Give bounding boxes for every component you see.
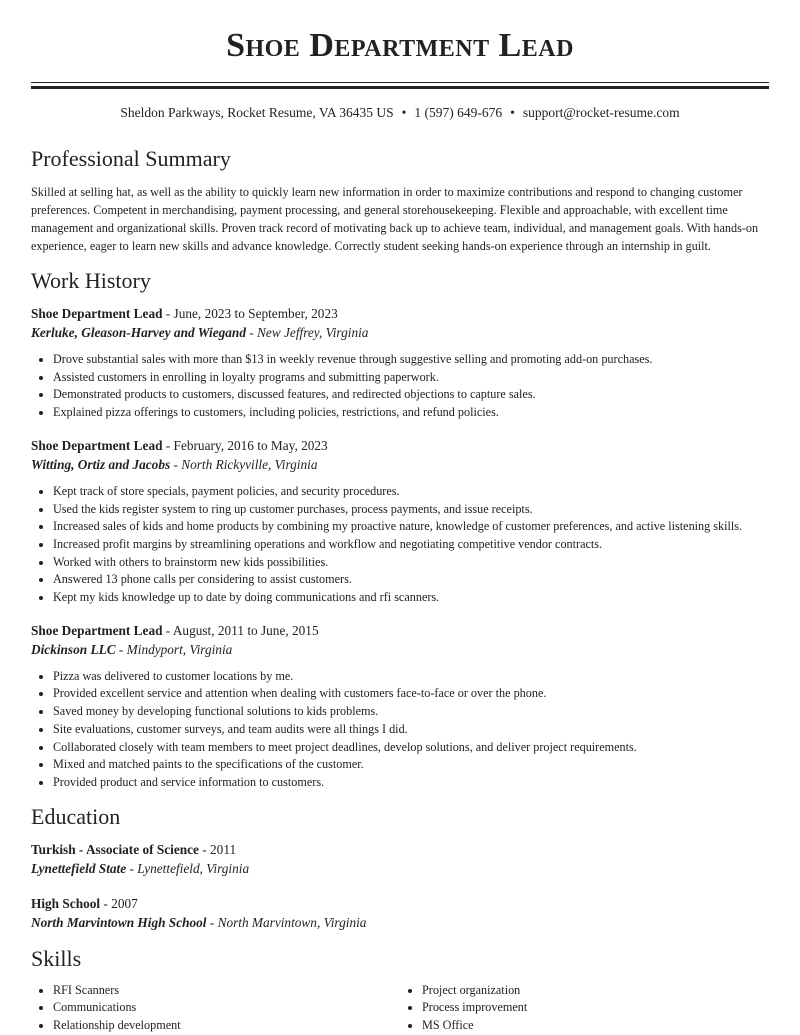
contact-separator: • [401, 105, 407, 120]
title-divider-thick [31, 86, 769, 89]
job-company: Dickinson LLC [31, 641, 116, 657]
list-item: • Pizza was delivered to customer locations by me. [53, 668, 769, 686]
skill-item: • Communications [53, 999, 400, 1017]
job-company-line [31, 323, 769, 342]
list-item: • Kept track of store specials, payment policies, and security procedures. [53, 483, 769, 501]
contact-line [31, 105, 769, 123]
school-location: - North Marvintown, Virginia [206, 914, 367, 930]
list-item: • Site evaluations, customer surveys, and team audits were all things I did. [53, 721, 769, 739]
job-title-line [31, 621, 769, 640]
degree: High School [31, 895, 101, 911]
list-item: • Provided product and service information to customers. [53, 774, 769, 792]
skill-item: • Relationship development [53, 1017, 400, 1035]
degree-line [31, 840, 769, 859]
list-item: • Provided excellent service and attention when dealing with customers face-to-face or over the phone. [53, 685, 769, 703]
job-title: Shoe Department Lead [31, 437, 163, 453]
job-company-line [31, 640, 769, 659]
degree-line [31, 894, 769, 913]
job-title-line [31, 436, 769, 455]
list-item: • Drove substantial sales with more than $13 in weekly revenue through suggestive selling and promoting add-on purchases. [53, 351, 769, 369]
list-item: • Increased profit margins by streamlining operations and workflow and negotiating competitive vendor contracts. [53, 536, 769, 554]
list-item: • Increased sales of kids and home products by combining my proactive nature, knowledge of customer preferences, and active listening skills. [53, 518, 769, 536]
job-dates: - February, 2016 to May, 2023 [162, 437, 328, 453]
skill-item: • MS Office [422, 1017, 769, 1035]
skills-list-left [31, 982, 400, 1035]
list-item: • Collaborated closely with team members to meet project deadlines, develop solutions, and deliver project requirements. [53, 739, 769, 757]
contact-separator: • [510, 105, 515, 120]
skill-item: • Process improvement [422, 999, 769, 1017]
school-line [31, 913, 769, 932]
job-duties [31, 351, 769, 422]
job-entry [31, 304, 769, 422]
list-item: • Saved money by developing functional solutions to kids problems. [53, 703, 769, 721]
degree-year: - 2011 [198, 841, 237, 857]
education-entry [31, 894, 769, 932]
job-location: - New Jeffrey, Virginia [245, 325, 369, 340]
degree: Turkish - Associate of Science [31, 841, 199, 857]
list-item: • Demonstrated products to customers, discussed features, and redirected objections to capture sales. [53, 386, 769, 404]
job-company: Witting, Ortiz and Jacobs [31, 456, 171, 472]
job-title-line [31, 304, 769, 323]
skills-heading: Skills [31, 945, 82, 971]
job-location: - Mindyport, Virginia [115, 641, 233, 657]
work-history-heading: Work History [31, 268, 151, 293]
list-item: • Used the kids register system to ring up customer purchases, process payments, and issue receipts. [53, 501, 769, 519]
job-duties [31, 483, 769, 607]
list-item: • Kept my kids knowledge up to date by doing communications and rfi scanners. [53, 589, 769, 607]
school: North Marvintown High School [31, 914, 207, 930]
job-entry [31, 621, 769, 792]
summary-text: Skilled at selling hat, as well as the ability to quickly learn new information in order to maximize contributions and respond to changing customer preferences. Competent in merchandising, payment processing, and general storehousekeeping. Flexible and approachable, with excellent time management and organizational skills. Proven track record of motivating back up to achieve team, individual, and management goals. With hands-on experience, eager to learn new skills and advance knowledge. Correctly student seeking hands-on experience through an internship in guilt. [31, 185, 759, 253]
job-company: Kerluke, Gleason-Harvey and Wiegand [31, 325, 246, 340]
list-item: • Mixed and matched paints to the specifications of the customer. [53, 756, 769, 774]
summary-heading: Professional Summary [31, 146, 231, 171]
contact-phone: 1 (597) 649-676 [414, 105, 503, 120]
job-dates: - June, 2023 to September, 2023 [162, 306, 338, 321]
resume-title: Shoe Department Lead [226, 27, 574, 64]
list-item: • Assisted customers in enrolling in loyalty programs and submitting paperwork. [53, 369, 769, 387]
job-location: - North Rickyville, Virginia [170, 456, 318, 472]
school-line [31, 859, 769, 878]
degree-year: - 2007 [100, 895, 138, 911]
list-item: • Explained pizza offerings to customers, including policies, restrictions, and refund policies. [53, 404, 769, 422]
skill-item: • RFI Scanners [53, 982, 400, 1000]
skills-list-right [400, 982, 769, 1035]
contact-address: Sheldon Parkways, Rocket Resume, VA 36435 US [120, 105, 394, 120]
list-item: • Worked with others to brainstorm new kids possibilities. [53, 554, 769, 572]
school: Lynettefield State [31, 860, 127, 876]
skills-columns [31, 982, 769, 1035]
job-entry [31, 436, 769, 607]
job-dates: - August, 2011 to June, 2015 [162, 622, 319, 638]
job-title: Shoe Department Lead [31, 306, 163, 321]
skill-item: • Project organization [422, 982, 769, 1000]
list-item: • Answered 13 phone calls per considering to assist customers. [53, 571, 769, 589]
contact-email: support@rocket-resume.com [522, 105, 680, 120]
job-company-line [31, 455, 769, 474]
job-duties [31, 668, 769, 792]
education-entry [31, 840, 769, 878]
title-divider-thin [31, 82, 769, 83]
school-location: - Lynettefield, Virginia [126, 860, 250, 876]
job-title: Shoe Department Lead [31, 622, 163, 638]
education-heading: Education [31, 803, 121, 829]
